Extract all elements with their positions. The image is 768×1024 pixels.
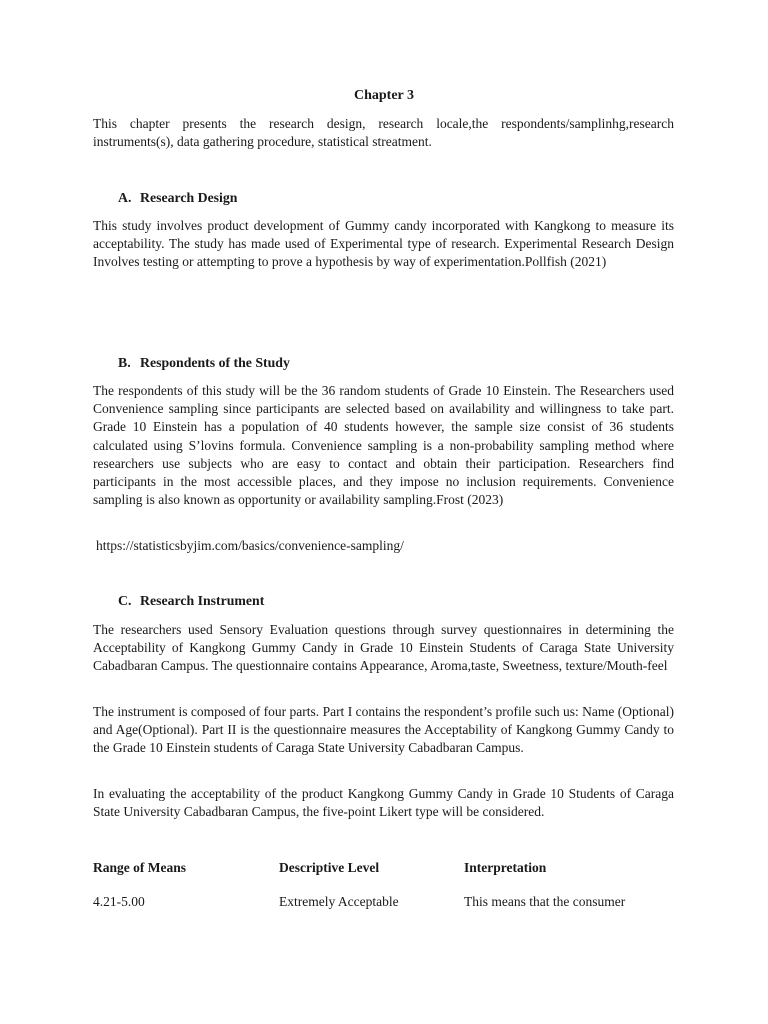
section-b-title: Respondents of the Study — [140, 355, 290, 370]
section-a-body: This study involves product development of Gummy candy incorporated with Kangkong to measure its acceptability. The study has made used of Experimental type of research. Experimental Research Design Involves testing or attempting to prove a hypothesis by way of experimentation.Pollfish (2021) — [93, 218, 674, 270]
table-cell-level: Extremely Acceptable — [279, 894, 399, 909]
section-c-paragraph-1: The researchers used Sensory Evaluation questions through survey questionnaires in determining the Acceptability of Kangkong Gummy Candy in Grade 10 Einstein Students of Caraga State University Cabadbaran Campus. The questionnaire contains Appearance, Aroma,taste, Sweetness, texture/Mouth-feel — [93, 622, 674, 674]
table-header-interpretation: Interpretation — [464, 860, 547, 875]
table-cell-interpretation: This means that the consumer — [464, 894, 626, 909]
table-header-level: Descriptive Level — [279, 860, 380, 875]
section-a-letter: A. — [118, 190, 132, 205]
chapter-title: Chapter 3 — [353, 88, 415, 103]
section-b-letter: B. — [118, 355, 131, 370]
intro-paragraph: This chapter presents the research design, research locale,the respondents/samplinhg,research instruments(s), data gathering procedure, statistical streatment. — [93, 116, 674, 150]
table-header-range: Range of Means — [93, 860, 186, 875]
section-c-paragraph-3: In evaluating the acceptability of the product Kangkong Gummy Candy in Grade 10 Students of Caraga State University Cabadbaran Campus, the five-point Likert type will be considered. — [93, 786, 674, 820]
section-a-title: Research Design — [140, 190, 238, 205]
table-cell-range: 4.21-5.00 — [93, 894, 145, 909]
section-b-heading — [118, 355, 290, 371]
section-a-heading — [118, 190, 237, 206]
section-b-paragraph: The respondents of this study will be the 36 random students of Grade 10 Einstein. The Researchers used Convenience sampling since participants are selected based on availability and willingness to take part. Grade 10 Einstein has a population of 40 students however, the sample size consist of 36 students calculated using S’lovins formula. Convenience sampling is a non-probability sampling method where researchers use subjects who are easy to contact and obtain their participation. Researchers find participants in the most accessible places, and they impose no inclusion requirements. Convenience sampling is also known as opportunity or availability sampling.Frost (2023) — [93, 383, 674, 508]
section-c-letter: C. — [118, 593, 132, 608]
section-c-heading — [118, 593, 264, 609]
reference-link[interactable]: https://statisticsbyjim.com/basics/convenience-sampling/ — [96, 538, 404, 553]
section-c-paragraph-2: The instrument is composed of four parts. Part I contains the respondent’s profile such us: Name (Optional) and Age(Optional). Part II is the questionnaire measures the Acceptability of Kangkong Gummy Candy to the Grade 10 Einstein students of Caraga State University Cabadbaran Campus. — [93, 704, 674, 756]
section-a-paragraph — [93, 217, 674, 272]
section-c-title: Research Instrument — [140, 593, 265, 608]
